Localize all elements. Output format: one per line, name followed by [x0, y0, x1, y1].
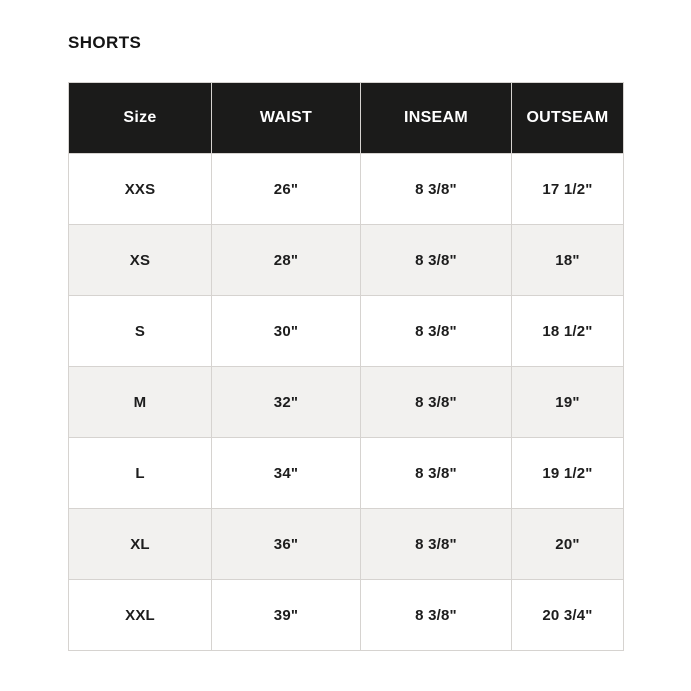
table-cell-waist: 30": [212, 296, 361, 367]
column-header-inseam: INSEAM: [361, 83, 512, 154]
table-cell-waist: 26": [212, 154, 361, 225]
page-title: SHORTS: [68, 33, 142, 52]
table-cell-size: M: [69, 367, 212, 438]
table-cell-outseam: 19 1/2": [512, 438, 624, 509]
column-header-outseam: OUTSEAM: [512, 83, 624, 154]
table-cell-waist: 34": [212, 438, 361, 509]
table-cell-inseam: 8 3/8": [361, 367, 512, 438]
table-cell-outseam: 20": [512, 509, 624, 580]
table-cell-waist: 32": [212, 367, 361, 438]
table-cell-size: XXS: [69, 154, 212, 225]
table-row: [69, 580, 624, 651]
column-header-size: Size: [69, 83, 212, 154]
size-chart-body: [69, 154, 624, 651]
header-row: [69, 83, 624, 154]
table-row: [69, 154, 624, 225]
table-row: [69, 509, 624, 580]
table-cell-outseam: 20 3/4": [512, 580, 624, 651]
table-cell-size: XXL: [69, 580, 212, 651]
table-cell-outseam: 18": [512, 225, 624, 296]
table-cell-size: S: [69, 296, 212, 367]
table-cell-waist: 39": [212, 580, 361, 651]
table-cell-waist: 36": [212, 509, 361, 580]
table-cell-inseam: 8 3/8": [361, 296, 512, 367]
size-chart-header: [69, 83, 624, 154]
table-cell-size: XS: [69, 225, 212, 296]
table-row: [69, 438, 624, 509]
table-cell-inseam: 8 3/8": [361, 225, 512, 296]
table-row: [69, 296, 624, 367]
table-cell-waist: 28": [212, 225, 361, 296]
table-cell-outseam: 18 1/2": [512, 296, 624, 367]
table-cell-size: L: [69, 438, 212, 509]
table-row: [69, 367, 624, 438]
size-chart-table: [68, 82, 624, 651]
table-cell-outseam: 19": [512, 367, 624, 438]
table-cell-inseam: 8 3/8": [361, 154, 512, 225]
table-cell-inseam: 8 3/8": [361, 580, 512, 651]
table-cell-outseam: 17 1/2": [512, 154, 624, 225]
table-cell-inseam: 8 3/8": [361, 438, 512, 509]
table-cell-inseam: 8 3/8": [361, 509, 512, 580]
column-header-waist: WAIST: [212, 83, 361, 154]
table-row: [69, 225, 624, 296]
table-cell-size: XL: [69, 509, 212, 580]
